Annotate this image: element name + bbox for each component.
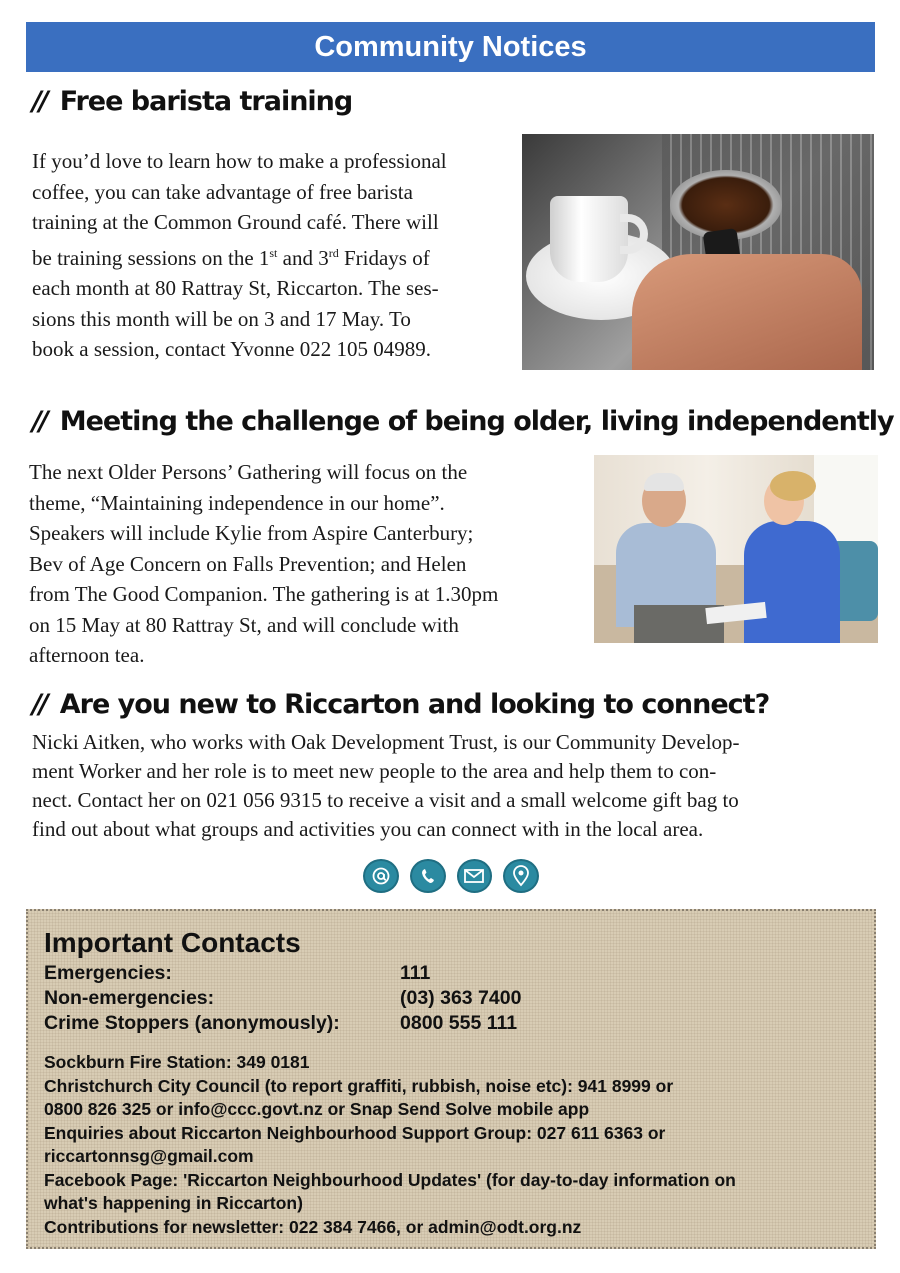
ordinal-suffix: rd — [328, 245, 339, 260]
section-slashes: // — [32, 689, 46, 720]
body-line: from The Good Companion. The gathering is at 1.30pm — [29, 582, 499, 606]
body-line: training at the Common Ground café. There will — [32, 210, 439, 234]
section-heading-older-persons — [32, 406, 894, 437]
contact-value-emergencies: 111 — [400, 962, 431, 984]
body-text-segment: and 3 — [277, 245, 329, 270]
contact-value-crime-stoppers: 0800 555 111 — [400, 1012, 518, 1034]
contact-line: what's happening in Riccarton) — [44, 1193, 303, 1213]
hand — [632, 254, 862, 370]
contact-line: Christchurch City Council (to report graffiti, rubbish, noise etc): 941 8999 or — [44, 1075, 674, 1096]
contact-line: Enquiries about Riccarton Neighbourhood Support Group: 027 611 6363 or — [44, 1122, 666, 1143]
body-line: The next Older Persons’ Gathering will focus on the — [29, 460, 468, 484]
body-line: Speakers will include Kylie from Aspire Canterbury; — [29, 521, 474, 545]
contact-label-emergencies: Emergencies: — [44, 962, 172, 984]
contact-label-crime-stoppers: Crime Stoppers (anonymously): — [44, 1012, 340, 1034]
nurse-body — [744, 521, 840, 643]
body-line: Bev of Age Concern on Falls Prevention; and Helen — [29, 551, 467, 576]
body-line: ment Worker and her role is to meet new people to the area and help them to con- — [32, 759, 717, 783]
man-hair — [644, 473, 684, 491]
body-line — [32, 238, 512, 274]
body-line: book a session, contact Yvonne 022 105 04989. — [32, 337, 431, 361]
body-line: If you’d love to learn how to make a professional — [32, 149, 447, 173]
body-line: sions this month will be on 3 and 17 May. To — [32, 306, 411, 331]
body-line: coffee, you can take advantage of free barista — [32, 179, 413, 204]
page-title-banner: Community Notices — [26, 22, 875, 72]
contact-value-non-emergencies: (03) 363 7400 — [400, 987, 522, 1009]
body-text-segment: Fridays of — [338, 245, 430, 270]
coffee-cup — [550, 196, 628, 282]
body-line: afternoon tea. — [29, 643, 145, 667]
location-pin-icon[interactable] — [503, 859, 539, 893]
section-heading-text: Free barista training — [59, 86, 353, 117]
phone-icon[interactable] — [410, 859, 446, 893]
contact-line: riccartonnsg@gmail.com — [44, 1146, 254, 1166]
important-contacts-box — [26, 909, 876, 1249]
section-heading-barista — [32, 86, 352, 117]
email-at-icon[interactable] — [363, 859, 399, 893]
section-slashes: // — [32, 406, 46, 437]
contact-icons-row — [363, 859, 539, 893]
body-line: on 15 May at 80 Rattray St, and will conclude with — [29, 612, 459, 637]
body-line: theme, “Maintaining independence in our home”. — [29, 490, 445, 515]
body-line: each month at 80 Rattray St, Riccarton. The ses- — [32, 276, 439, 300]
body-line: find out about what groups and activities you can connect with in the local area. — [32, 817, 704, 841]
ordinal-suffix: st — [269, 245, 278, 260]
envelope-icon[interactable] — [457, 859, 493, 893]
section-body-new-to-riccarton — [32, 728, 872, 844]
barista-coffee-photo — [522, 134, 874, 370]
contact-line: Facebook Page: 'Riccarton Neighbourhood Updates' (for day-to-day information on — [44, 1169, 736, 1190]
section-body-barista — [32, 146, 512, 365]
body-text-segment: be training sessions on the 1 — [32, 245, 270, 270]
body-line: Nicki Aitken, who works with Oak Development Trust, is our Community Develop- — [32, 730, 740, 754]
section-heading-new-to-riccarton — [32, 689, 769, 720]
contact-line: Sockburn Fire Station: 349 0181 — [44, 1052, 310, 1072]
contact-line: 0800 826 325 or info@ccc.govt.nz or Snap Send Solve mobile app — [44, 1099, 590, 1119]
section-heading-text: Are you new to Riccarton and looking to connect? — [59, 689, 770, 720]
section-slashes: // — [32, 86, 46, 117]
contact-label-non-emergencies: Non-emergencies: — [44, 987, 215, 1009]
section-heading-text: Meeting the challenge of being older, living independently — [59, 406, 894, 437]
contact-line: Contributions for newsletter: 022 384 7466, or admin@odt.org.nz — [44, 1216, 582, 1237]
nurse-hair — [770, 471, 816, 501]
body-line: nect. Contact her on 021 056 9315 to receive a visit and a small welcome gift bag to — [32, 788, 739, 812]
carer-with-older-man-photo — [594, 455, 878, 643]
important-contacts-title: Important Contacts — [44, 927, 301, 958]
section-body-older-persons — [29, 457, 589, 671]
